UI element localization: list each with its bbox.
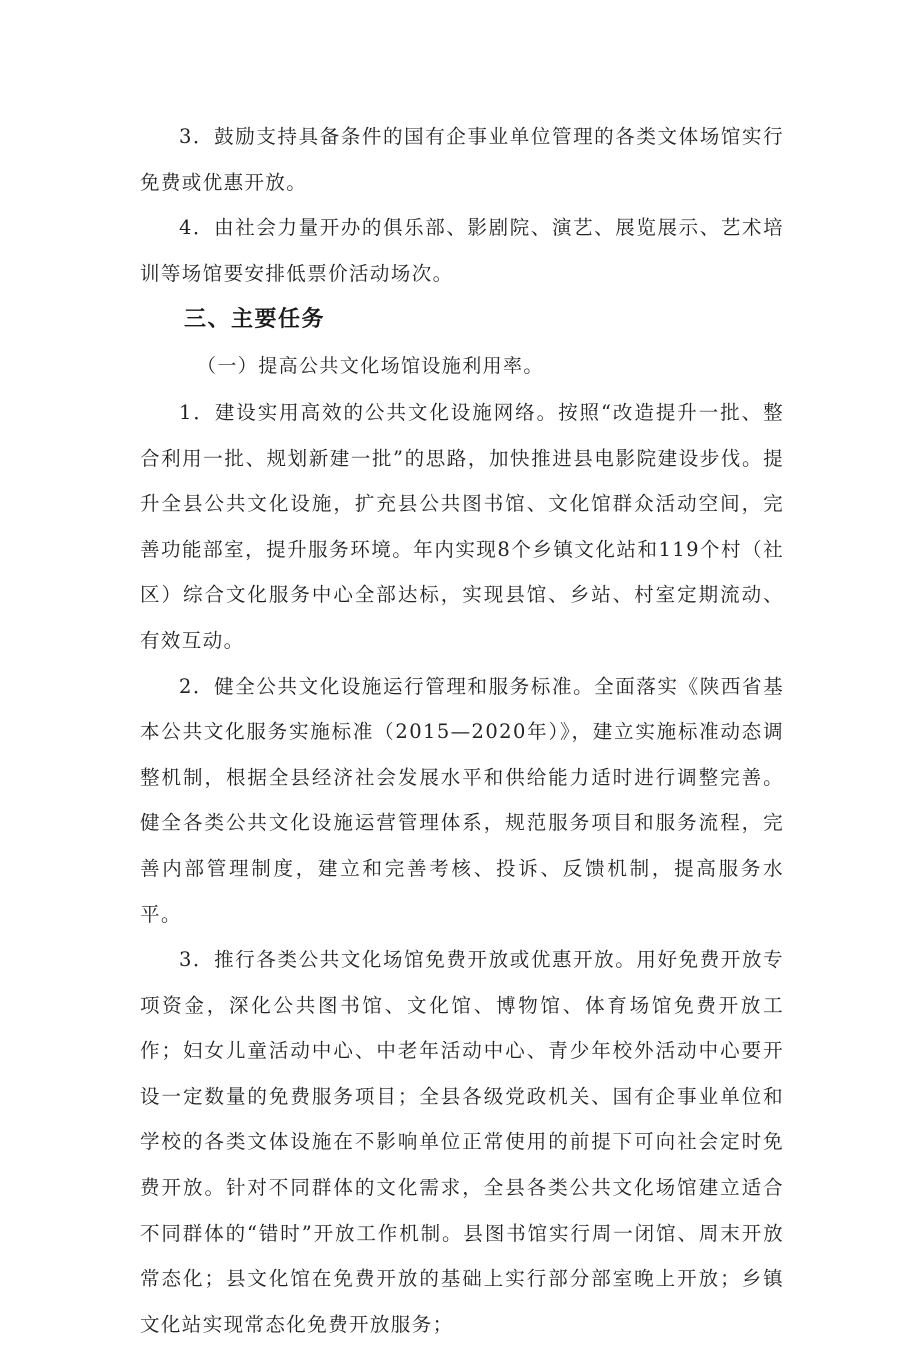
paragraph-item-4: 4．由社会力量开办的俱乐部、影剧院、演艺、展览展示、艺术培训等场馆要安排低票价活动场次。 xyxy=(140,216,784,285)
task-item-3: 3．推行各类公共文化场馆免费开放或优惠开放。用好免费开放专项资金，深化公共图书馆、文化馆、博物馆、体育场馆免费开放工作；妇女儿童活动中心、中老年活动中心、青少年校外活动中心要开设一定数量的免费服务项目；全县各级党政机关、国有企事业单位和学校的各类文体设施在不影响单位正常使用的前提下可向社会定时免费开放。针对不同群体的文化需求，全县各类公共文化场馆建立适合不同群体的“错时”开放工作机制。县图书馆实行周一闭馆、周末开放常态化；县文化馆在免费开放的基础上实行部分部室晚上开放；乡镇文化站实现常态化免费开放服务； xyxy=(140,948,784,1336)
task-item-2: 2．健全公共文化设施运行管理和服务标准。全面落实《陕西省基本公共文化服务实施标准（2015—2020年）》，建立实施标准动态调整机制，根据全县经济社会发展水平和供给能力适时进行调整完善。健全各类公共文化设施运营管理体系，规范服务项目和服务流程，完善内部管理制度，建立和完善考核、投诉、反馈机制，提高服务水平。 xyxy=(140,674,784,926)
section-heading: 三、主要任务 xyxy=(184,307,326,333)
paragraph-item-3: 3．鼓励支持具备条件的国有企事业单位管理的各类文体场馆实行免费或优惠开放。 xyxy=(140,125,784,194)
subsection-heading: （一）提高公共文化场馆设施利用率。 xyxy=(197,355,544,378)
document-body xyxy=(140,114,784,1347)
task-item-1: 1．建设实用高效的公共文化设施网络。按照“改造提升一批、整合利用一批、规划新建一批”的思路，加快推进县电影院建设步伐。提升全县公共文化设施，扩充县公共图书馆、文化馆群众活动空间，完善功能部室，提升服务环境。年内实现8个乡镇文化站和119个村（社区）综合文化服务中心全部达标，实现县馆、乡站、村室定期流动、有效互动。 xyxy=(140,400,784,652)
